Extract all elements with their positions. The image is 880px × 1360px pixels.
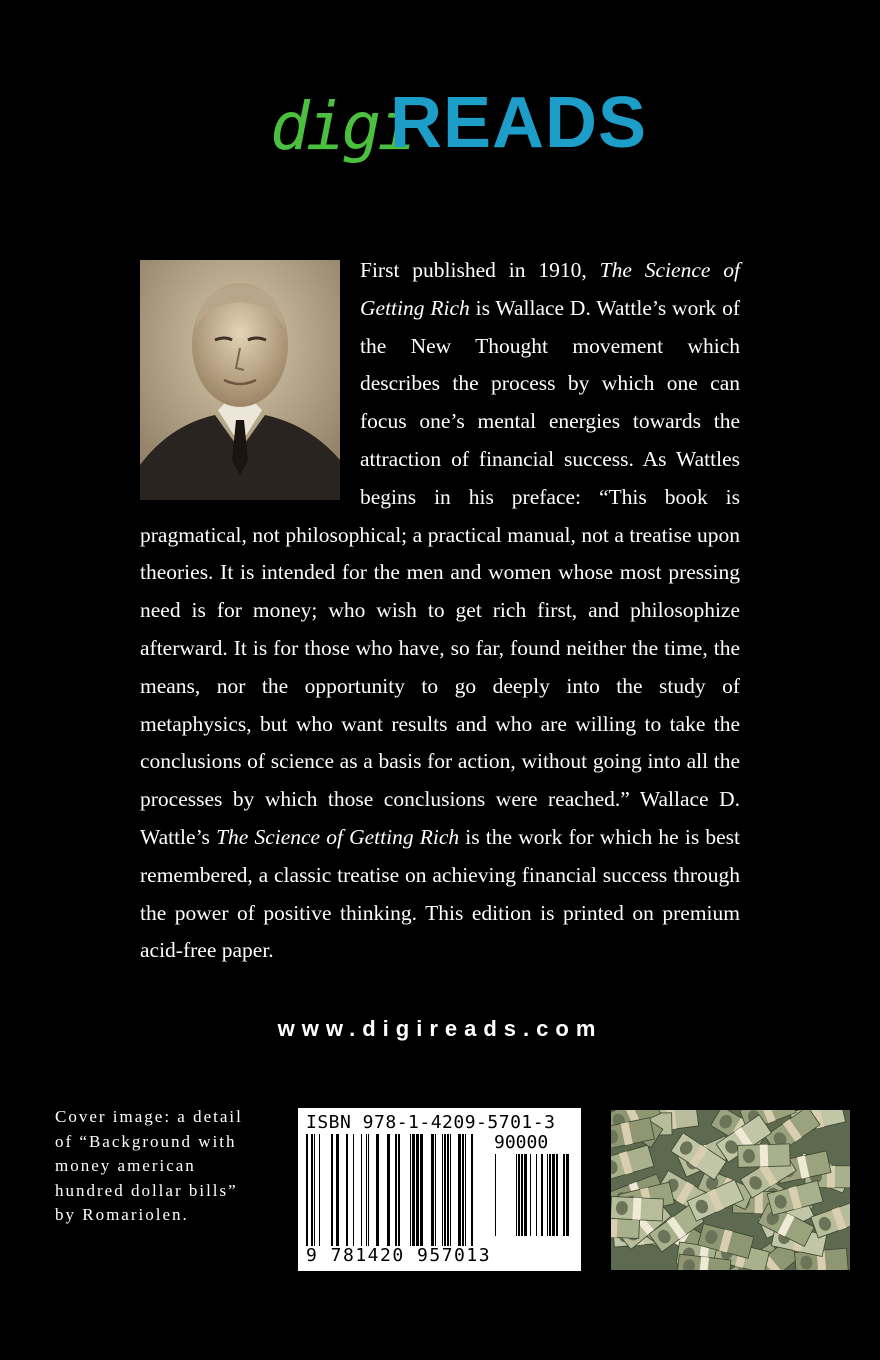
book-description [140, 252, 740, 970]
description-text-3: is the work for which he is best remembered, a classic treatise on achieving financial success through the power of positive thinking. This edition is printed on premium acid-free paper. [140, 824, 740, 963]
book-title-2: The Science of Getting Rich [216, 824, 460, 849]
logo-reads: READS [390, 83, 648, 163]
description-text-2: is Wallace D. Wattle’s work of the New Thought movement which describes the process by which one can focus one’s mental energies towards the attraction of financial success. As Wattles begins in his preface: “This book is pragmatical, not philosophical; a practical manual, not a treatise upon theories. It is intended for the men and women whose most pressing need is for money; who wish to get rich first, and philosophize afterward. It is for those who have, so far, found neither the time, the means, nor the opportunity to go deeply into the study of metaphysics, but who want results and who are willing to take the conclusions of science as a basis for action, without going into all the processes by which those conclusions were reached.” Wallace D. Wattle’s [140, 295, 741, 849]
price-code: 90000 [494, 1132, 549, 1153]
digireads-logo [270, 70, 648, 180]
ean-number: 9 781420 957013 [306, 1245, 492, 1266]
cover-image-credit: Cover image: a detail of “Background with money american hundred dollar bills” by Romariolen. [55, 1107, 243, 1225]
money-bills-image [611, 1110, 850, 1270]
logo-digi: digi [270, 88, 413, 165]
book-title-1: The Science of Getting Rich [360, 258, 741, 320]
website-url: www.digireads.com [277, 1016, 603, 1041]
description-text-1: First published in 1910, [360, 258, 600, 282]
isbn-barcode [298, 1108, 581, 1271]
isbn-number: ISBN 978-1-4209-5701-3 [306, 1112, 556, 1133]
